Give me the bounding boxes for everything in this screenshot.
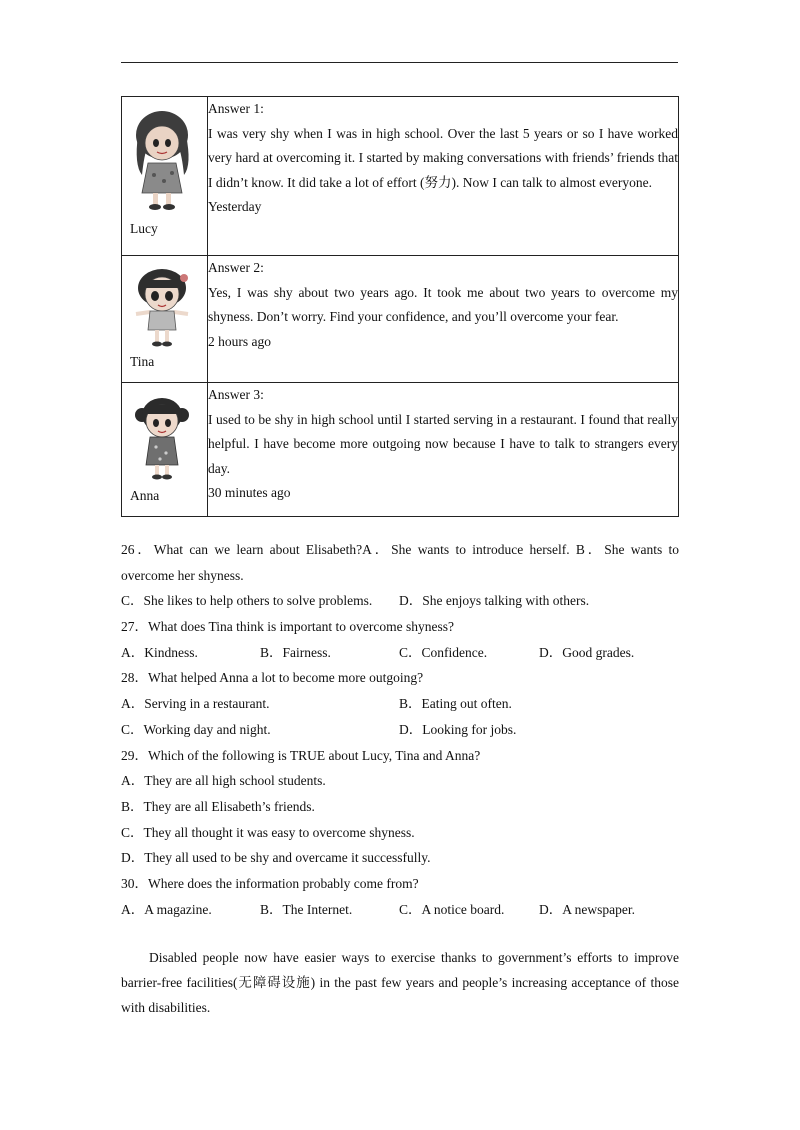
- question-26-stem: 26．What can we learn about Elisabeth?A．She wants to introduce herself. B．She wants to: [121, 542, 679, 557]
- girl-anna-illustration: [128, 391, 198, 481]
- question-28-stem: 28．What helped Anna a lot to become more outgoing?: [121, 670, 424, 686]
- option-c: C．Working day and night.: [121, 721, 271, 737]
- answer-time: Yesterday: [208, 199, 262, 214]
- question-30-options: [121, 897, 679, 923]
- answer-title: Answer 3:: [208, 387, 264, 402]
- answer-text-cell: [208, 97, 679, 256]
- answer-title: Answer 1:: [208, 101, 264, 116]
- option-c: C．Confidence.: [399, 644, 488, 660]
- answer-text-cell: [208, 256, 679, 383]
- option-d: D．Looking for jobs.: [399, 721, 517, 737]
- girl-tina-illustration: [128, 264, 198, 349]
- option-d: D．She enjoys talking with others.: [399, 593, 590, 609]
- option-c: C．A notice board.: [399, 901, 505, 917]
- reading-passage: [121, 945, 679, 1020]
- option-b: B．Eating out often.: [399, 696, 512, 712]
- option-c: C．They all thought it was easy to overcome shyness.: [121, 824, 415, 840]
- questions-section: [121, 537, 679, 922]
- option-a: A．Serving in a restaurant.: [121, 696, 270, 712]
- option-d: D．Good grades.: [539, 644, 635, 660]
- answer-text-cell: [208, 383, 679, 517]
- question-27-options: [121, 640, 679, 666]
- question-27-stem: 27．What does Tina think is important to overcome shyness?: [121, 619, 454, 635]
- header-rule: [121, 62, 678, 63]
- option-b: B．Fairness.: [260, 644, 331, 660]
- avatar-cell: [122, 383, 208, 517]
- option-a: A．They are all high school students.: [121, 773, 326, 789]
- question-28-options-ab: [121, 691, 679, 717]
- author-name: Tina: [130, 354, 155, 369]
- option-c: C．She likes to help others to solve problems.: [121, 593, 373, 609]
- passage-paragraph: Disabled people now have easier ways to exercise thanks to government’s efforts to improve barrier-free facilities(无障碍设施) in the past few years and people’s increasing acceptance of those with disabilities.: [121, 950, 679, 1015]
- girl-lucy-illustration: [128, 105, 198, 215]
- answer-row-anna: [122, 383, 679, 517]
- answer-title: Answer 2:: [208, 260, 264, 275]
- question-26-options-cd: [121, 588, 679, 614]
- author-name: Lucy: [130, 221, 158, 236]
- answer-row-lucy: [122, 97, 679, 256]
- option-a: A．A magazine.: [121, 901, 212, 917]
- question-28-options-cd: [121, 717, 679, 743]
- option-d: D．A newspaper.: [539, 901, 635, 917]
- option-a: A．Kindness.: [121, 644, 198, 660]
- option-b: B．They are all Elisabeth’s friends.: [121, 798, 315, 814]
- answer-body: I used to be shy in high school until I started serving in a restaurant. I found that really helpful. I have become more outgoing now because I have to talk to strangers every day.: [208, 411, 678, 476]
- question-26-stem-cont: overcome her shyness.: [121, 567, 244, 583]
- answer-time: 30 minutes ago: [208, 485, 291, 500]
- answer-body: I was very shy when I was in high school. Over the last 5 years or so I have worked very hard at overcoming it. I started by making conversations with friends’ friends that I didn’t know. It did take a lot of effort (努力). Now I can talk to almost everyone.: [208, 125, 678, 190]
- option-d: D．They all used to be shy and overcame it successfully.: [121, 850, 431, 866]
- answers-table: [121, 96, 679, 517]
- author-name: Anna: [130, 488, 160, 503]
- answer-row-tina: [122, 256, 679, 383]
- question-29-stem: 29．Which of the following is TRUE about Lucy, Tina and Anna?: [121, 747, 481, 763]
- question-30-stem: 30．Where does the information probably come from?: [121, 875, 419, 891]
- answer-time: 2 hours ago: [208, 333, 271, 349]
- option-b: B．The Internet.: [260, 901, 353, 917]
- avatar-cell: [122, 256, 208, 383]
- answer-body: Yes, I was shy about two years ago. It took me about two years to overcome my shyness. Don’t worry. Find your confidence, and you’ll overcome your fear.: [208, 284, 678, 324]
- avatar-cell: [122, 97, 208, 256]
